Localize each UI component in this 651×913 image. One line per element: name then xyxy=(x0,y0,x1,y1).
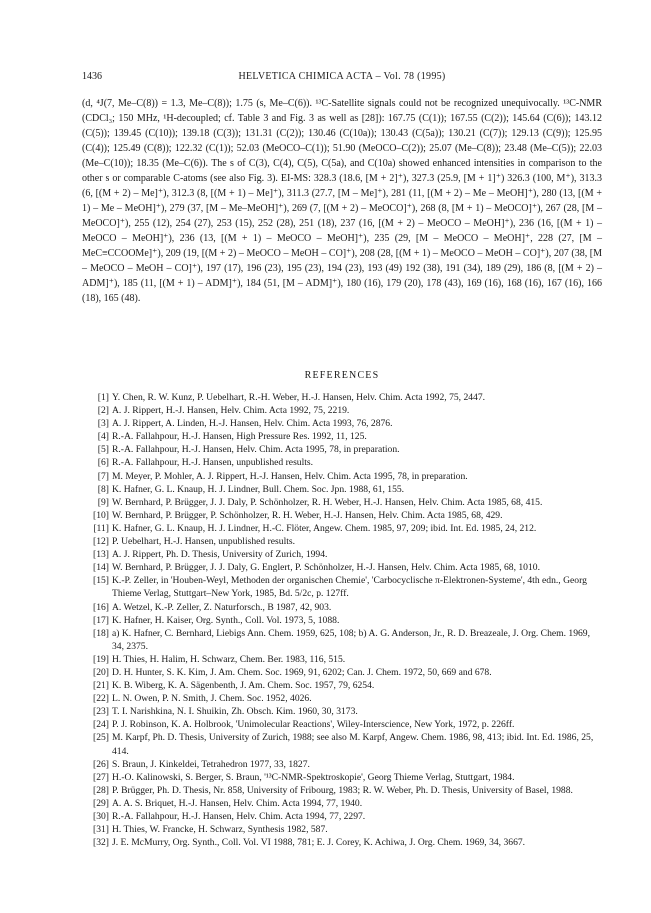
reference-number: [ 30 ] xyxy=(82,810,109,823)
reference-number: [ 10 ] xyxy=(82,509,109,522)
reference-item xyxy=(82,574,602,600)
reference-number: [ 2 ] xyxy=(82,404,109,417)
reference-item xyxy=(82,470,602,483)
body-paragraph: (d, ⁴J(7, Me–C(8)) = 1.3, Me–C(8)); 1.75 (s, Me–C(6)). ¹³C-Satellite signals could not be recognized unequivocally. ¹³C-NMR (CDCl₃; 150 MHz, ¹H-decoupled; cf. Table 3 and Fig. 3 as well as [28]): 167.75 (C(1)); 167.55 (C(2)); 145.64 (C(6)); 143.12 (C(5)); 139.45 (C(10)); 139.18 (C(3)); 131.31 (C(2)); 130.46 (C(10a)); 130.43 (C(5a)); 130.21 (C(7)); 129.13 (C(9)); 125.95 (C(4)); 125.49 (C(8)); 122.32 (C(1)); 52.03 (MeOCO–C(1)); 51.90 (MeOCO–C(2)); 25.07 (Me–C(8)); 23.48 (Me–C(5)); 22.03 (Me–C(10)); 18.35 (Me–C(6)). The s of C(3), C(4), C(5), C(5a), and C(10a) showed enhanced intensities in comparison to the other s or comparable C-atoms (see also Fig. 3). EI-MS: 328.3 (18.6, [M + 2]⁺), 327.3 (25.9, [M + 1]⁺) 326.3 (100, M⁺), 313.3 (6, [(M + 2) – Me]⁺), 312.3 (8, [(M + 1) – Me]⁺), 311.3 (27.7, [M – Me]⁺), 281 (11, [(M + 2) – Me – MeOH]⁺), 280 (13, [(M + 1) – Me – MeOH]⁺), 279 (37, [M – Me–MeOH]⁺), 269 (7, [(M + 2) – MeOCO]⁺), 268 (8, [M + 1) – MeOCO]⁺), 267 (28, [M – MeOCO]⁺), 255 (12), 254 (27), 253 (15), 252 (28), 251 (18), 237 (16, [(M + 2) – MeOCO – MeOH]⁺), 236 (16, [(M + 1) – MeOCO – MeOH]⁺), 236 (13, [(M + 1) – MeOCO – MeOH]⁺), 235 (29, [M – MeOCO – MeOH]⁺, 228 (27, [M – MeC≡CCOOMe]⁺), 209 (19, [(M + 2) – MeOCO – MeOH – CO]⁺), 208 (28, [(M + 1) – MeOCO – MeOH – CO]⁺), 207 (38, [M – MeOCO – MeOH – CO]⁺), 197 (17), 196 (23), 195 (23), 194 (23), 193 (49) 192 (38), 191 (34), 189 (29), 186 (8, [(M + 2) – ADM]⁺), 185 (11, [(M + 1) – ADM]⁺), 184 (51, [M – ADM]⁺), 180 (16), 179 (20), 178 (43), 169 (16), 168 (16), 167 (16), 166 (18), 165 (48). xyxy=(82,98,602,304)
page-number: 1436 xyxy=(82,71,102,82)
reference-item xyxy=(82,627,602,653)
reference-text: A. Wetzel, K.-P. Zeller, Z. Naturforsch., B 1987, 42, 903. xyxy=(112,601,332,613)
reference-number: [ 17 ] xyxy=(82,614,109,627)
reference-item xyxy=(82,810,602,823)
reference-number: [ 16 ] xyxy=(82,601,109,614)
reference-text: M. Karpf, Ph. D. Thesis, University of Zurich, 1988; see also M. Karpf, Angew. Chem. 1986, 98, 413; ibid. Int. Ed. 1986, 25, 414. xyxy=(112,732,594,757)
reference-number: [ 12 ] xyxy=(82,535,109,548)
reference-text: R.-A. Fallahpour, H.-J. Hansen, Helv. Chim. Acta 1994, 77, 2297. xyxy=(112,811,366,822)
reference-text: M. Meyer, P. Mohler, A. J. Rippert, H.-J. Hansen, Helv. Chim. Acta 1995, 78, in preparation. xyxy=(112,470,468,482)
reference-item xyxy=(82,653,602,666)
reference-text: T. I. Narishkina, N. I. Shuikin, Zh. Obsch. Kim. 1960, 30, 3173. xyxy=(112,706,358,718)
reference-number: [ 32 ] xyxy=(82,836,109,849)
reference-text: Y. Chen, R. W. Kunz, P. Uebelhart, R.-H. Weber, H.-J. Hansen, Helv. Chim. Acta 1992, 75, 2447. xyxy=(112,392,486,403)
reference-text: A. J. Rippert, A. Linden, H.-J. Hansen, Helv. Chim. Acta 1993, 76, 2876. xyxy=(112,418,393,430)
reference-item xyxy=(82,614,602,627)
reference-number: [ 22 ] xyxy=(82,692,109,705)
reference-number: [ 31 ] xyxy=(82,823,109,836)
reference-item xyxy=(82,417,602,430)
reference-text: S. Braun, J. Kinkeldei, Tetrahedron 1977, 33, 1827. xyxy=(112,758,310,770)
reference-text: W. Bernhard, P. Brügger, P. Schönholzer, R. H. Weber, H.-J. Hansen, Helv. Chim. Acta 1985, 68, 429. xyxy=(112,509,503,521)
reference-item xyxy=(82,443,602,456)
reference-text: a) K. Hafner, C. Bernhard, Liebigs Ann. Chem. 1959, 625, 108; b) A. G. Anderson, Jr., R. D. Breazeale, J. Org. Chem. 1969, 34, 2375. xyxy=(112,627,590,652)
reference-text: K.-P. Zeller, in 'Houben-Weyl, Methoden der organischen Chemie', 'Carbocyclische π-Elektronen-Systeme', 4th edn., Georg Thieme Verlag, Stuttgart–New York, 1985, Bd. 5/2c, p. 127ff. xyxy=(112,575,587,600)
reference-number: [ 6 ] xyxy=(82,456,109,469)
reference-text: R.-A. Fallahpour, H.-J. Hansen, unpublished results. xyxy=(112,457,314,469)
reference-item xyxy=(82,758,602,771)
reference-text: H.-O. Kalinowski, S. Berger, S. Braun, '¹³C-NMR-Spektroskopie', Georg Thieme Verlag, Stuttgart, 1984. xyxy=(112,771,515,783)
reference-text: W. Bernhard, P. Brügger, J. J. Daly, G. Englert, P. Schönholzer, H.-J. Hansen, Helv. Chim. Acta 1985, 68, 1010. xyxy=(112,562,540,574)
reference-text: R.-A. Fallahpour, H.-J. Hansen, Helv. Chim. Acta 1995, 78, in preparation. xyxy=(112,444,400,456)
reference-text: H. Thies, W. Francke, H. Schwarz, Synthesis 1982, 587. xyxy=(112,824,328,836)
reference-number: [ 8 ] xyxy=(82,483,109,496)
reference-text: P. J. Robinson, K. A. Holbrook, 'Unimolecular Reactions', Wiley-Interscience, New York, 1972, p. 226ff. xyxy=(112,719,515,731)
reference-item xyxy=(82,797,602,810)
reference-number: [ 18 ] xyxy=(82,627,109,640)
reference-item xyxy=(82,496,602,509)
reference-text: K. Hafner, G. L. Knaup, H. J. Lindner, Bull. Chem. Soc. Jpn. 1988, 61, 155. xyxy=(112,483,405,495)
reference-item xyxy=(82,666,602,679)
experimental-data-paragraph xyxy=(82,96,602,306)
reference-number: [ 19 ] xyxy=(82,653,109,666)
reference-item xyxy=(82,731,602,757)
reference-text: K. Hafner, G. L. Knaup, H. J. Lindner, H.-C. Flöter, Angew. Chem. 1985, 97, 209; ibid. Int. Ed. 1985, 24, 212. xyxy=(112,522,537,534)
references-list xyxy=(82,391,602,849)
reference-number: [ 7 ] xyxy=(82,470,109,483)
reference-text: K. Hafner, H. Kaiser, Org. Synth., Coll. Vol. 1973, 5, 1088. xyxy=(112,614,340,626)
reference-text: K. B. Wiberg, K. A. Sägenbenth, J. Am. Chem. Soc. 1957, 79, 6254. xyxy=(112,680,375,692)
reference-number: [ 21 ] xyxy=(82,679,109,692)
reference-number: [ 9 ] xyxy=(82,496,109,509)
reference-number: [ 23 ] xyxy=(82,705,109,718)
reference-text: A. J. Rippert, H.-J. Hansen, Helv. Chim. Acta 1992, 75, 2219. xyxy=(112,405,350,417)
running-head xyxy=(82,70,602,84)
reference-number: [ 28 ] xyxy=(82,784,109,797)
references-heading: REFERENCES xyxy=(304,370,380,381)
reference-text: H. Thies, H. Halim, H. Schwarz, Chem. Ber. 1983, 116, 515. xyxy=(112,653,346,665)
reference-number: [ 15 ] xyxy=(82,574,109,587)
reference-text: L. N. Owen, P. N. Smith, J. Chem. Soc. 1952, 4026. xyxy=(112,693,312,705)
reference-item xyxy=(82,823,602,836)
reference-item xyxy=(82,771,602,784)
reference-text: P. Uebelhart, H.-J. Hansen, unpublished results. xyxy=(112,536,296,548)
reference-text: A. J. Rippert, Ph. D. Thesis, University of Zurich, 1994. xyxy=(112,549,328,561)
reference-item xyxy=(82,522,602,535)
reference-item xyxy=(82,509,602,522)
reference-item xyxy=(82,601,602,614)
reference-number: [ 13 ] xyxy=(82,548,109,561)
reference-item xyxy=(82,679,602,692)
reference-item xyxy=(82,836,602,849)
reference-item xyxy=(82,404,602,417)
reference-item xyxy=(82,391,602,404)
reference-number: [ 27 ] xyxy=(82,771,109,784)
reference-text: W. Bernhard, P. Brügger, J. J. Daly, P. Schönholzer, R. H. Weber, H.-J. Hansen, Helv. Chim. Acta 1985, 68, 415. xyxy=(112,496,543,508)
reference-text: D. H. Hunter, S. K. Kim, J. Am. Chem. Soc. 1969, 91, 6202; Can. J. Chem. 1972, 50, 669 and 678. xyxy=(112,666,492,678)
reference-item xyxy=(82,561,602,574)
reference-number: [ 11 ] xyxy=(82,522,109,535)
reference-item xyxy=(82,692,602,705)
reference-number: [ 14 ] xyxy=(82,561,109,574)
reference-number: [ 25 ] xyxy=(82,731,109,744)
reference-text: J. E. McMurry, Org. Synth., Coll. Vol. VI 1988, 781; E. J. Corey, K. Achiwa, J. Org. Chem. 1969, 34, 3667. xyxy=(112,837,526,849)
reference-number: [ 4 ] xyxy=(82,430,109,443)
reference-item xyxy=(82,784,602,797)
reference-number: [ 26 ] xyxy=(82,758,109,771)
reference-text: R.-A. Fallahpour, H.-J. Hansen, High Pressure Res. 1992, 11, 125. xyxy=(112,431,367,443)
reference-text: P. Brügger, Ph. D. Thesis, Nr. 858, University of Fribourg, 1983; R. W. Weber, Ph. D. Thesis, University of Basel, 1988. xyxy=(112,784,573,796)
reference-item xyxy=(82,456,602,469)
reference-number: [ 3 ] xyxy=(82,417,109,430)
reference-number: [ 20 ] xyxy=(82,666,109,679)
reference-number: [ 29 ] xyxy=(82,797,109,810)
reference-item xyxy=(82,483,602,496)
reference-number: [ 5 ] xyxy=(82,443,109,456)
reference-item xyxy=(82,548,602,561)
reference-text: A. A. S. Briquet, H.-J. Hansen, Helv. Chim. Acta 1994, 77, 1940. xyxy=(112,797,363,809)
reference-number: [ 24 ] xyxy=(82,718,109,731)
reference-number: [ 1 ] xyxy=(82,391,109,404)
reference-item xyxy=(82,705,602,718)
reference-item xyxy=(82,535,602,548)
reference-item xyxy=(82,430,602,443)
reference-item xyxy=(82,718,602,731)
journal-title: HELVETICA CHIMICA ACTA – Vol. 78 (1995) xyxy=(238,71,446,82)
